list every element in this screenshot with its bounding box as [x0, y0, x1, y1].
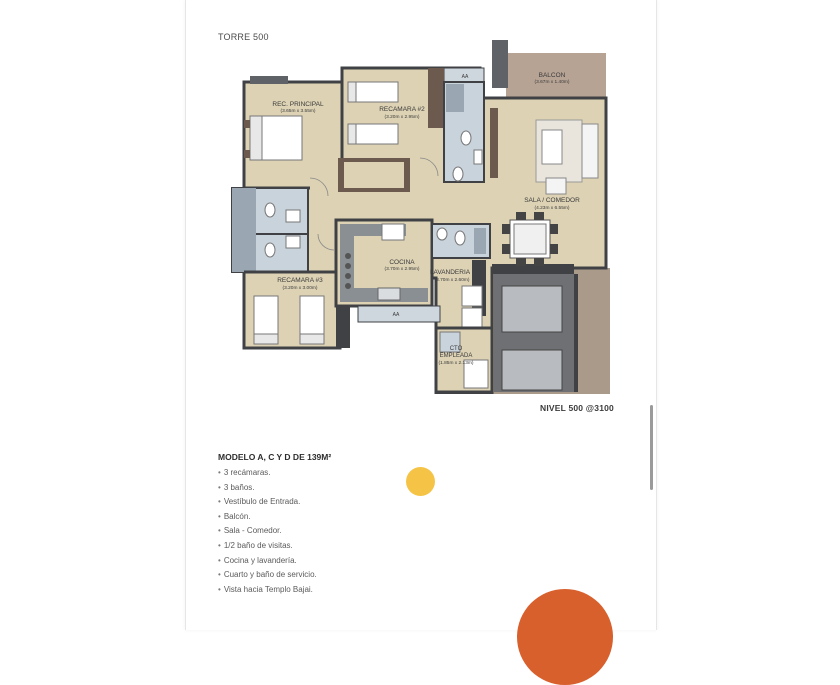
label-balcon: BALCON: [538, 72, 566, 79]
label-sala-comedor: SALA / COMEDOR: [524, 197, 580, 204]
decorative-orange-circle: [517, 589, 613, 685]
feature-item: • 3 recámaras.: [218, 468, 271, 477]
closet-rec2-right: [428, 68, 444, 128]
features-list: [218, 466, 317, 597]
feature-item: • Cuarto y baño de servicio.: [218, 570, 317, 580]
feature-item: • 3 baños.: [218, 482, 255, 492]
dims-sala-comedor: (4.23m x 6.55m): [534, 206, 570, 211]
vertical-scrollbar[interactable]: [650, 405, 653, 490]
feature-item: • Vestíbulo de Entrada.: [218, 497, 301, 507]
feature-item: • Cocina y lavandería.: [218, 555, 297, 565]
feature-item: • Balcón.: [218, 511, 251, 521]
dims-recamara3: (3.20m x 3.00m): [282, 286, 318, 291]
floor-plan: [230, 38, 612, 394]
tower-label: TORRE 500: [218, 32, 269, 42]
elevator-2: [502, 350, 562, 390]
label-cto: CTO: [449, 346, 463, 352]
armchair: [546, 178, 566, 194]
dims-cocina: (3.70m x 2.95m): [384, 267, 420, 272]
fridge: [382, 224, 404, 240]
dims-lavanderia: (3.70m x 2.60m): [434, 278, 470, 283]
dims-cto-empleada: (1.85m x 2.13m): [438, 361, 474, 366]
coffee-table: [542, 130, 562, 164]
label-recamara3: RECAMARA #3: [277, 277, 323, 284]
feature-item: • Vista hacia Templo Bajai.: [218, 584, 313, 594]
model-title: MODELO A, C Y D DE 139M²: [218, 452, 332, 462]
decorative-yellow-circle: [406, 467, 435, 496]
label-rec-principal: REC. PRINCIPAL: [272, 101, 324, 108]
tv-wall: [490, 108, 498, 178]
dims-rec-principal: (3.65m x 3.55m): [280, 109, 316, 114]
label-cocina: COCINA: [389, 259, 415, 266]
floor-plan-drawing: [230, 38, 612, 394]
dryer: [462, 308, 482, 328]
label-lavanderia: LAVANDERIA: [429, 269, 471, 276]
label-empleada: EMPLEADA: [439, 353, 473, 359]
column-top: [492, 40, 508, 88]
shower-left: [232, 188, 256, 272]
washer: [462, 286, 482, 306]
sofa: [582, 124, 598, 178]
ac-tag-bottom: AA: [392, 312, 400, 318]
sink: [378, 288, 400, 300]
closet-rec3: [336, 306, 350, 348]
ac-tag-top: AA: [461, 74, 469, 80]
elevator-1: [502, 286, 562, 332]
level-label: NIVEL 500 @3100: [540, 403, 614, 413]
kitchen-counter-left: [340, 224, 354, 302]
dims-recamara2: (3.20m x 2.95m): [384, 115, 420, 120]
closet-top-left: [250, 76, 288, 84]
feature-item: • 1/2 baño de visitas.: [218, 540, 293, 550]
feature-item: • Sala - Comedor.: [218, 526, 282, 536]
dims-balcon: (3.67m x 1.40m): [534, 80, 570, 85]
label-recamara2: RECAMARA #2: [379, 106, 425, 113]
